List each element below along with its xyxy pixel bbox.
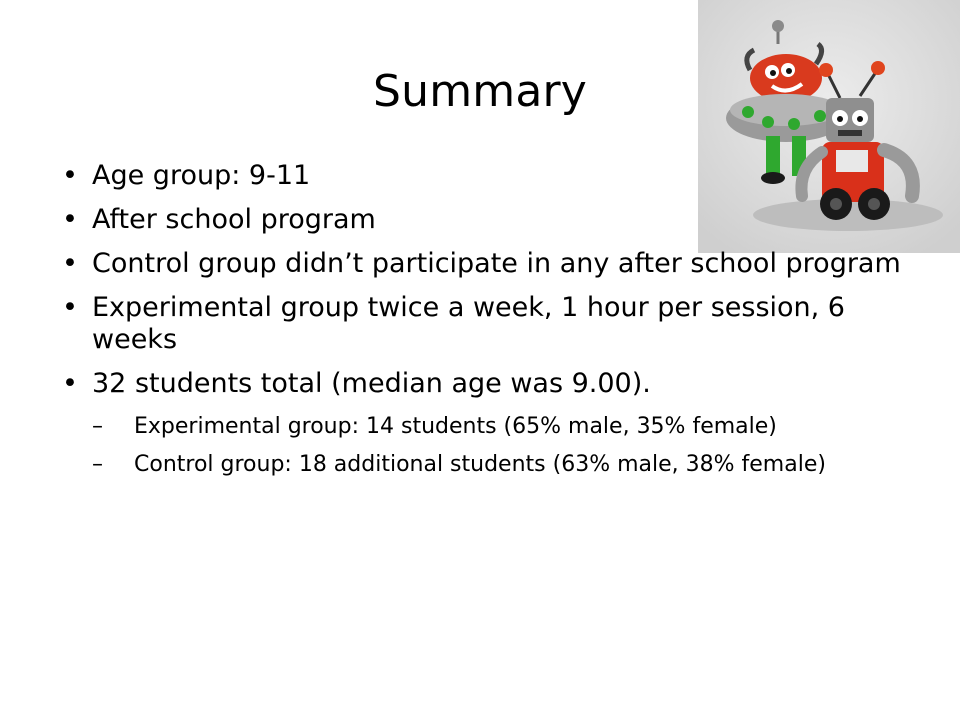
sub-bullet-text: Control group: 18 additional students (63% male, 38% female) [134,452,826,477]
bullet-text: 32 students total (median age was 9.00). [92,368,651,399]
bullet-text: Control group didn’t participate in any after school program [92,248,901,279]
bullet-dot: • [62,204,78,235]
bullet-item [62,160,922,192]
bullet-list [62,160,922,490]
sub-bullet-text: Experimental group: 14 students (65% male, 35% female) [134,414,777,439]
bullet-text: Age group: 9-11 [92,160,311,191]
slide-title: Summary [372,66,588,117]
bullet-item [62,292,922,356]
bullet-dot: • [62,368,78,399]
bullet-dot: • [62,160,78,191]
bullet-text: Experimental group twice a week, 1 hour per session, 6 weeks [92,292,845,355]
bullet-item [62,368,922,478]
sub-bullet-list [92,414,922,478]
sub-bullet-item [92,452,922,478]
sub-bullet-dash: – [92,414,103,439]
bullet-item [62,248,922,280]
bullet-dot: • [62,248,78,279]
bullet-text: After school program [92,204,376,235]
sub-bullet-item [92,414,922,440]
bullet-dot: • [62,292,78,323]
bullet-item [62,204,922,236]
sub-bullet-dash: – [92,452,103,477]
